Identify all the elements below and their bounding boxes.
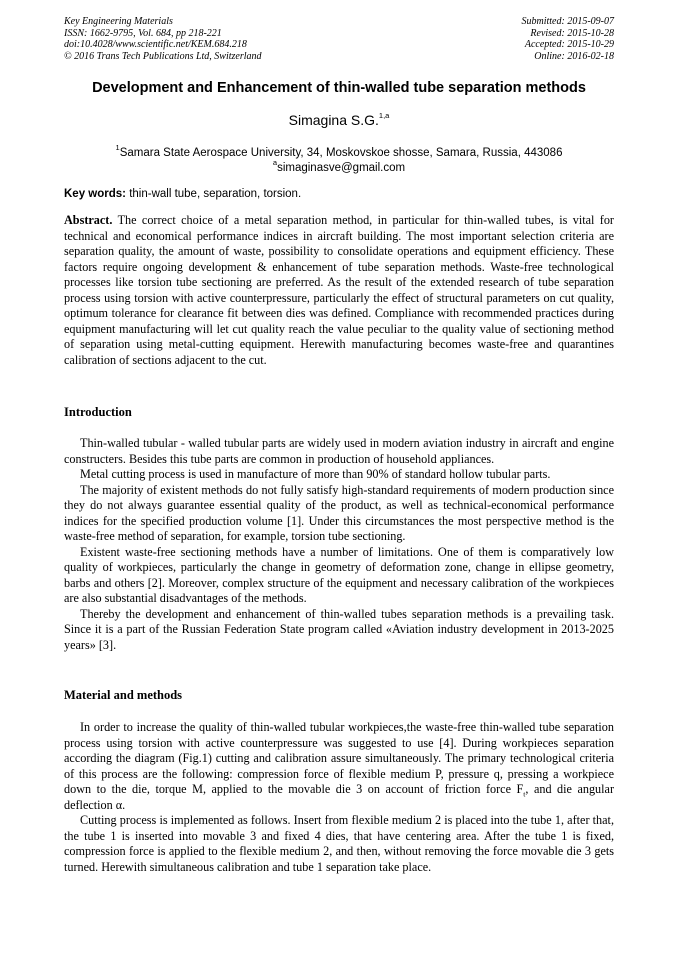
abstract-label: Abstract. [64, 213, 113, 227]
email-superscript: a [272, 158, 278, 168]
abstract-paragraph [64, 213, 614, 368]
intro-paragraph-3: The majority of existent methods do not fully satisfy high-standard requirements of modern production since they do not always guarantee essential quality of the product, as well as technical-economical performance indices for the specified production volume [1]. Under this circumstances the most perspective method is the waste-free method of separation, for example, torsion tube sectioning. [64, 482, 614, 543]
friction-subscript: t [523, 789, 526, 799]
keywords-text: thin-wall tube, separation, torsion. [126, 188, 302, 200]
introduction-body [64, 436, 614, 653]
methods-p1-text-b: , and die angular deflection α. [64, 782, 614, 812]
abstract-text: The correct choice of a metal separation method, in particular for thin-walled tubes, is vital for technical and economical performance indices in aircraft building. The most important selection criteria are separation quality, the amount of waste, possibility to consolidate operations and equipment efficiency. These factors require ongoing development & enhancement of tube separation methods. Waste-free technological processes like torsion tube sectioning are preferred. As the result of the extended research of tube separation process using torsion with active counterpressure, particularly the effect of structural parameters on cut quality, optimum tolerance for clearance fit between dies was defined. Compliance with recommended practices during equipment manufacturing will let cut quality reach the value peculiar to the quality value of sectioning method of separation using metal-cutting equipment. Herewith manufacturing becomes waste-free and quarantines calibration of sections adjacent to the cut. [64, 213, 614, 367]
keywords-line [64, 188, 614, 200]
intro-paragraph-5: Thereby the development and enhancement of thin-walled tubes separation methods is a prevailing task. Since it is a part of the Russian Federation State program called «Aviation industry development in 2013-2025 years» [3]. [64, 606, 614, 652]
keywords-label: Key words: [64, 188, 126, 200]
doi-line: doi:10.4028/www.scientific.net/KEM.684.218 [64, 39, 247, 50]
intro-paragraph-2: Metal cutting process is used in manufacture of more than 90% of standard hollow tubular parts. [80, 467, 551, 481]
methods-body [64, 720, 614, 875]
journal-header-right [522, 16, 615, 62]
email-line [40, 158, 638, 176]
affiliation-superscript: 1 [115, 143, 120, 153]
affiliation-text: Samara State Aerospace University, 34, Moskovskoe shosse, Samara, Russia, 443086 [119, 147, 563, 159]
online-date: Online: 2016-02-18 [534, 50, 614, 62]
methods-paragraph-1 [64, 720, 614, 813]
submitted-date: Submitted: 2015-09-07 [521, 16, 614, 27]
methods-heading: Material and methods [64, 688, 183, 702]
author-superscript: 1,a [378, 111, 390, 121]
author-line [40, 112, 638, 128]
introduction-heading: Introduction [64, 405, 132, 419]
author-name: Simagina S.G. [288, 112, 379, 128]
intro-paragraph-4: Existent waste-free sectioning methods have a number of limitations. One of them is comparatively low quality of workpieces, particularly the change in geometry of deformation zone, change in ellipse geometry, barbs and others [2]. Moreover, complex structure of the equipment and necessary calibration of the workpieces are also substantial disadvantages of the methods. [64, 544, 614, 605]
copyright-line: © 2016 Trans Tech Publications Ltd, Switzerland [64, 50, 262, 62]
revised-date: Revised: 2015-10-28 [530, 27, 614, 39]
journal-name: Key Engineering Materials [64, 16, 173, 27]
issn-line: ISSN: 1662-9795, Vol. 684, pp 218-221 [64, 27, 222, 39]
author-email: simaginasve@gmail.com [277, 162, 406, 174]
methods-paragraph-2: Cutting process is implemented as follows. Insert from flexible medium 2 is placed into the tube 1, after that, the tube 1 is inserted into movable 3 and fixed 4 dies, that have centering area. After the tube 1 is fixed, compression force is applied to the flexible medium 2, and then, without removing the force movable die 3 gets turned. Herewith simultaneous calibration and tube 1 separation take place. [64, 813, 614, 874]
accepted-date: Accepted: 2015-10-29 [524, 39, 614, 50]
journal-header-left [64, 16, 262, 62]
affiliation-line [40, 143, 638, 161]
methods-p1-text-a: In order to increase the quality of thin-walled tubular workpieces,the waste-free thin-walled tube separation process using torsion with active counterpressure was suggested to use [4]. During workpieces separation according the diagram (Fig.1) cutting and calibration assure simultaneously. The primary technological criteria of this process are the following: compression force of flexible medium P, pressure q, pressing a workpiece down to the die, torque M, applied to the movable die 3 on account of friction force F [64, 720, 614, 796]
intro-paragraph-1: Thin-walled tubular - walled tubular parts are widely used in modern aviation industry in aircraft and engine constructers. Besides this tube parts are common in production of household appliances. [64, 436, 614, 466]
affiliation-block [40, 143, 638, 176]
paper-title: Development and Enhancement of thin-walled tube separation methods [92, 80, 586, 96]
